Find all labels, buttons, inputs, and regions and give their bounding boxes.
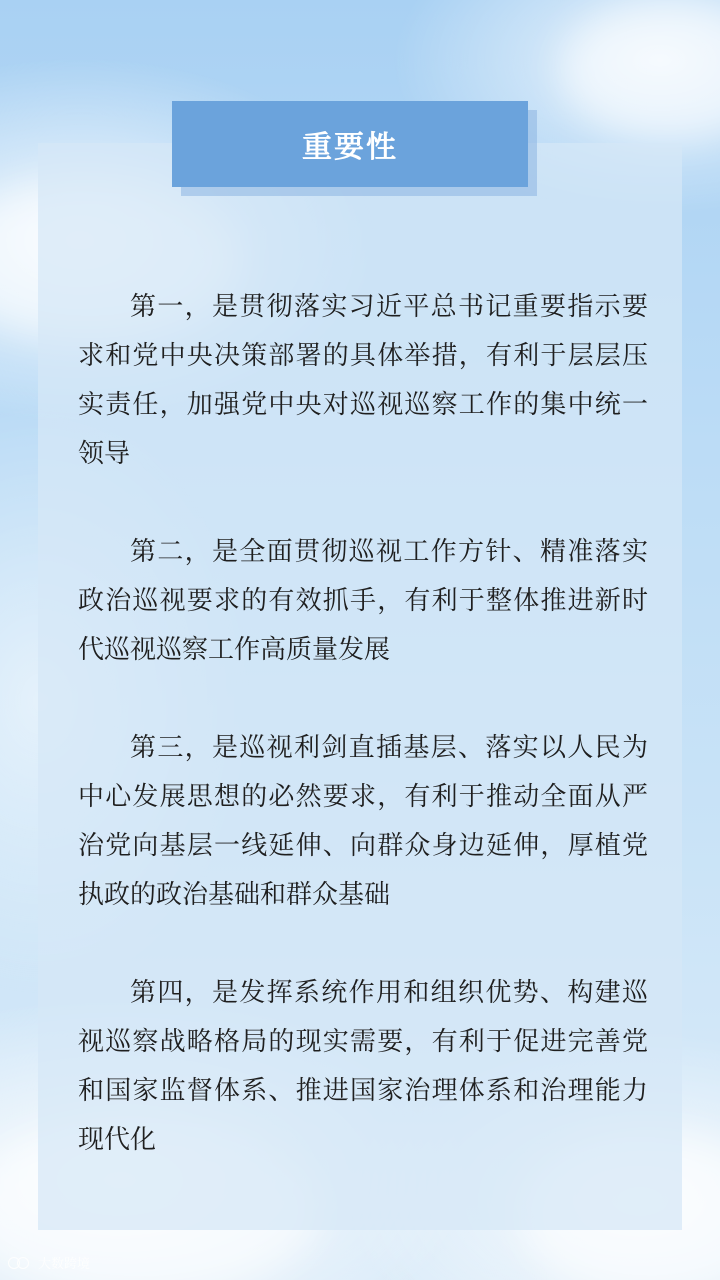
background-cloud — [560, 0, 720, 140]
watermark-logo-icon — [8, 1256, 34, 1270]
watermark — [8, 1253, 90, 1272]
paragraph-1: 第一，是贯彻落实习近平总书记重要指示要求和党中央决策部署的具体举措，有利于层层压实责任，加强党中央对巡视巡察工作的集中统一领导 — [78, 292, 648, 469]
page-title: 重要性 — [302, 130, 398, 165]
title-banner — [172, 101, 528, 187]
paragraph-4: 第四，是发挥系统作用和组织优势、构建巡视巡察战略格局的现实需要，有利于促进完善党和国家监督体系、推进国家治理体系和治理能力现代化 — [78, 978, 648, 1155]
content-body — [78, 283, 648, 1214]
paragraph-2: 第二，是全面贯彻巡视工作方针、精准落实政治巡视要求的有效抓手，有利于整体推进新时代巡视巡察工作高质量发展 — [78, 537, 648, 665]
paragraph-3: 第三，是巡视利剑直插基层、落实以人民为中心发展思想的必然要求，有利于推动全面从严治党向基层一线延伸、向群众身边延伸，厚植党执政的政治基础和群众基础 — [78, 733, 648, 910]
watermark-text: 大数跨境 — [38, 1257, 91, 1272]
